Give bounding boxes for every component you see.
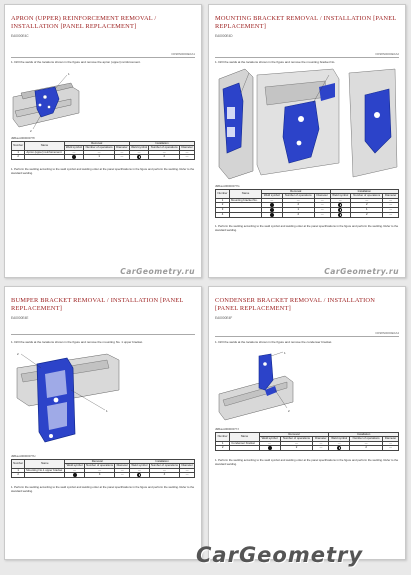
note-text: 1. Perform the welding according to the weld symbol and welding order at the panel specifications in the figure and perform the welding. Refer to the standard welding. [215, 458, 399, 466]
figure-label: d9BuuA00000077G [215, 184, 240, 188]
instruction-text: 1. Drill the welds at the locations shown in the figure and remove the mounting No. 1 upper bracket. [11, 340, 143, 344]
col-operations: Number of operations [350, 437, 383, 441]
note-text: 1. Perform the welding according to the weld symbol and welding order at the panel specifications in the figure and perform the welding. Refer to the standard welding. [11, 485, 195, 493]
weld-half-icon [337, 446, 341, 450]
installation-header: Installation [330, 190, 399, 194]
removal-header: Removal [262, 190, 330, 194]
table-row: 1 Mounting bracket No. — — — — — — [216, 198, 399, 202]
weld-dot-icon [268, 446, 272, 450]
col-weld-symbol: Weld symbol [262, 194, 283, 198]
procedure-table [215, 432, 399, 451]
col-diameter: Diameter [314, 194, 330, 198]
col-diameter: Diameter [383, 437, 399, 441]
section-code: EA0000E4C [11, 34, 29, 38]
watermark: CarGeometry.ru [120, 267, 195, 276]
col-name: Name [230, 190, 262, 199]
page-title: MOUNTING BRACKET REMOVAL / INSTALLATION [PANEL REPLACEMENT] [215, 15, 397, 31]
weld-dot-icon [270, 213, 274, 217]
weld-dot-icon [73, 473, 77, 477]
col-operations: Number of operations [280, 437, 313, 441]
col-number: Number [12, 460, 25, 469]
section-code: EA0000E4F [215, 316, 233, 320]
weld-dot-icon [72, 155, 76, 159]
svg-text:1: 1 [106, 409, 108, 413]
mounting-bracket-figure [215, 67, 399, 181]
divider [215, 336, 399, 337]
divider [215, 57, 399, 58]
procedure-table [11, 459, 195, 478]
svg-text:1: 1 [284, 351, 286, 355]
divider [11, 334, 195, 335]
condenser-bracket-figure [215, 350, 295, 424]
col-weld-symbol: Weld symbol [329, 437, 350, 441]
watermark: CarGeometry.ru [324, 267, 399, 276]
removal-header: Removal [65, 460, 130, 464]
page-title: CONDENSER BRACKET REMOVAL / INSTALLATION [PANEL REPLACEMENT] [215, 297, 376, 313]
procedure-table [11, 141, 195, 160]
svg-text:1: 1 [68, 72, 70, 76]
col-number: Number [216, 190, 230, 199]
document-id: DF98N0000EFA1 [171, 52, 195, 56]
weld-half-icon [137, 155, 141, 159]
figure-label: d9BuuA00000077J [215, 427, 239, 431]
instruction-text: 1. Drill the welds at the locations shown in the figure and remove the mounting bracket No. [215, 60, 336, 64]
page-title: APRON (UPPER) REINFORCEMENT REMOVAL / INSTALLATION [PANEL REPLACEMENT] [11, 15, 157, 31]
table-row: 1 Condenser bracket — — — — — — [216, 441, 399, 445]
table-row: 3 1 — 1 — [216, 207, 399, 212]
section-code: EA0000E4E [11, 316, 29, 320]
figure-label: d9BuuA00000077H [11, 454, 36, 458]
manual-page-bumper-bracket [4, 286, 202, 560]
weld-half-icon [338, 203, 342, 207]
table-row: 1 Apron (upper) reinforcement — — — — — — [12, 150, 195, 154]
col-number: Number [12, 142, 25, 151]
weld-half-icon [338, 213, 342, 217]
instruction-text: 1. Drill the welds of the locations shown in the figure and remove the apron (upper) reinforcement. [11, 60, 141, 64]
col-operations: Number of operations [86, 463, 114, 468]
col-operations: Number of operations [282, 194, 314, 198]
figure-label: d9BuuA00000077F [11, 136, 36, 140]
col-weld-symbol: Weld symbol [65, 145, 82, 150]
col-name: Name [230, 433, 259, 442]
col-weld-symbol: Weld symbol [259, 437, 280, 441]
table-row: 4 2 — 2 — [216, 212, 399, 217]
page-title: BUMPER BRACKET REMOVAL / INSTALLATION [PANEL REPLACEMENT] [11, 297, 184, 313]
col-number: Number [216, 433, 230, 442]
weld-dot-icon [270, 203, 274, 207]
svg-text:2: 2 [288, 409, 290, 413]
procedure-table [215, 189, 399, 218]
col-operations: Number of operations [85, 145, 113, 150]
document-id: DF98N0000EFA2 [375, 52, 399, 56]
manual-page-mounting-bracket [208, 4, 406, 278]
weld-half-icon [137, 473, 141, 477]
document-id: DF98N0000EFA4 [375, 331, 399, 335]
manual-page-apron-reinforcement [4, 4, 202, 278]
col-operations: Number of operations [150, 463, 178, 468]
col-weld-symbol: Weld symbol [131, 145, 148, 150]
table-row: 1 Mounting No.1 upper bracket — — — — — — [12, 468, 195, 472]
manual-page-condenser-bracket [208, 286, 406, 560]
col-weld-symbol: Weld symbol [131, 463, 148, 468]
col-diameter: Diameter [383, 194, 399, 198]
removal-header: Removal [64, 142, 129, 146]
table-row: 2 4 — 4 — [12, 472, 195, 477]
col-diameter: Diameter [181, 463, 193, 468]
svg-text:2: 2 [30, 129, 32, 133]
svg-text:2: 2 [17, 352, 19, 356]
instruction-text: 1. Drill the welds at the locations shown in the figure and remove the condenser bracket. [215, 340, 333, 344]
col-operations: Number of operations [351, 194, 383, 198]
bumper-bracket-figure [11, 350, 121, 450]
weld-half-icon [338, 208, 342, 212]
watermark-large: CarGeometry [196, 543, 364, 567]
col-operations: Number of operations [150, 145, 178, 150]
table-row: 2 1 — 2 — [12, 154, 195, 159]
section-code: EA0000E4D [215, 34, 233, 38]
installation-header: Installation [329, 433, 399, 437]
installation-header: Installation [130, 460, 195, 464]
col-weld-symbol: Weld symbol [330, 194, 351, 198]
divider [11, 57, 195, 58]
col-diameter: Diameter [116, 463, 128, 468]
col-diameter: Diameter [181, 145, 193, 150]
table-row: 2 2 — 2 — [216, 445, 399, 450]
note-text: 1. Perform the welding according to the weld symbol and welding order at the panel specifications in the figure and perform the welding. Refer to the standard welding. [215, 224, 399, 232]
col-diameter: Diameter [116, 145, 128, 150]
weld-dot-icon [270, 208, 274, 212]
col-name: Name [25, 142, 64, 151]
col-name: Name [25, 460, 65, 469]
note-text: 1. Perform the welding according to the weld symbol and welding order at the panel specifications in the figure and perform the welding. Refer to the standard welding. [11, 167, 195, 175]
col-diameter: Diameter [313, 437, 329, 441]
col-weld-symbol: Weld symbol [66, 463, 83, 468]
apron-reinforcement-figure [11, 69, 81, 134]
installation-header: Installation [129, 142, 194, 146]
table-row: 2 2 — 2 — [216, 202, 399, 207]
removal-header: Removal [259, 433, 329, 437]
